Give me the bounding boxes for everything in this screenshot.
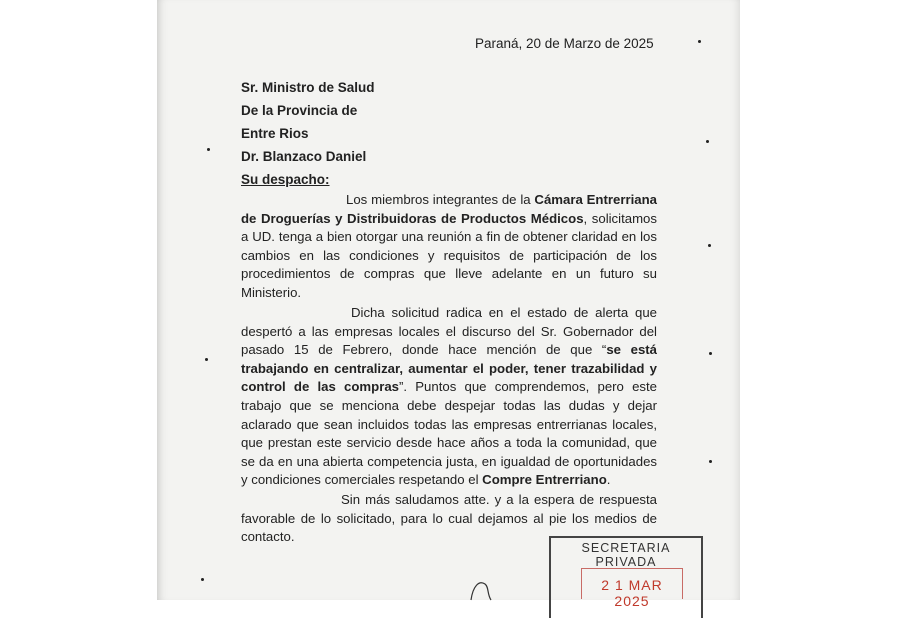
secretaria-stamp [549,536,703,618]
paper-speck [698,40,701,43]
stamp-date: 2 1 MAR 2025 [601,577,663,609]
paper-speck [709,460,712,463]
governor-quote: se está trabajando en centralizar, aumentar el poder, tener trazabilidad y control de las compras [241,342,658,395]
paragraph-2-text-a: Dicha solicitud radica en el estado de alerta que despertó a las empresas locales el discurso del Sr. Gobernador del pasado 15 de Febrero, donde hace mención de que “ [241,305,657,358]
date-line: Paraná, 20 de Marzo de 2025 [475,36,654,51]
letter-page [157,0,740,609]
paragraph-2 [241,304,657,490]
stamp-title: SECRETARIA PRIVADA [581,541,671,569]
paper-speck [205,358,208,361]
paragraph-1-text-a: Los miembros integrantes de la [346,192,535,207]
paragraph-1 [241,191,657,303]
paragraph-1-text-b: , solicitamos a UD. tenga a bien otorgar una reunión a fin de obtener claridad en los cambios en las condiciones y requisitos de participación de los procedimientos de compras que lleve adelante en un futuro su Ministerio. [241,210,657,300]
recipient-line-3: Entre Rios [241,126,309,141]
paper-speck [201,578,204,581]
recipient-line-1: Sr. Ministro de Salud [241,80,375,95]
paper-speck [207,148,210,151]
paper-speck [706,140,709,143]
paragraph-3-text: Sin más saludamos atte. y a la espera de respuesta favorable de lo solicitado, para lo cual dejamos al pie los medios de contacto. [241,492,657,545]
recipient-line-4: Dr. Blanzaco Daniel [241,149,367,164]
chamber-name: Cámara Entrerriana de Droguerías y Distribuidoras de Productos Médicos [241,192,657,226]
salutation: Su despacho: [241,172,330,187]
stamp-date-box [581,568,683,609]
compre-entrerriano: Compre Entrerriano [482,472,607,488]
paper-speck [709,352,712,355]
signature-mark [467,578,497,600]
paragraph-2-text-c: . [606,472,611,488]
paper-speck [708,244,711,247]
recipient-line-2: De la Provincia de [241,103,358,118]
paragraph-2-text-b: ”. Puntos que comprendemos, pero este trabajo que se menciona debe despejar todas las dudas y dejar aclarado que sean incluidos todas las empresas entrerrianas locales, que prestan este servicio desde hace años a toda la comunidad, que se da en una abierta competencia justa, en igualdad de oportunidades y condiciones comerciales respetando el [241,379,658,488]
